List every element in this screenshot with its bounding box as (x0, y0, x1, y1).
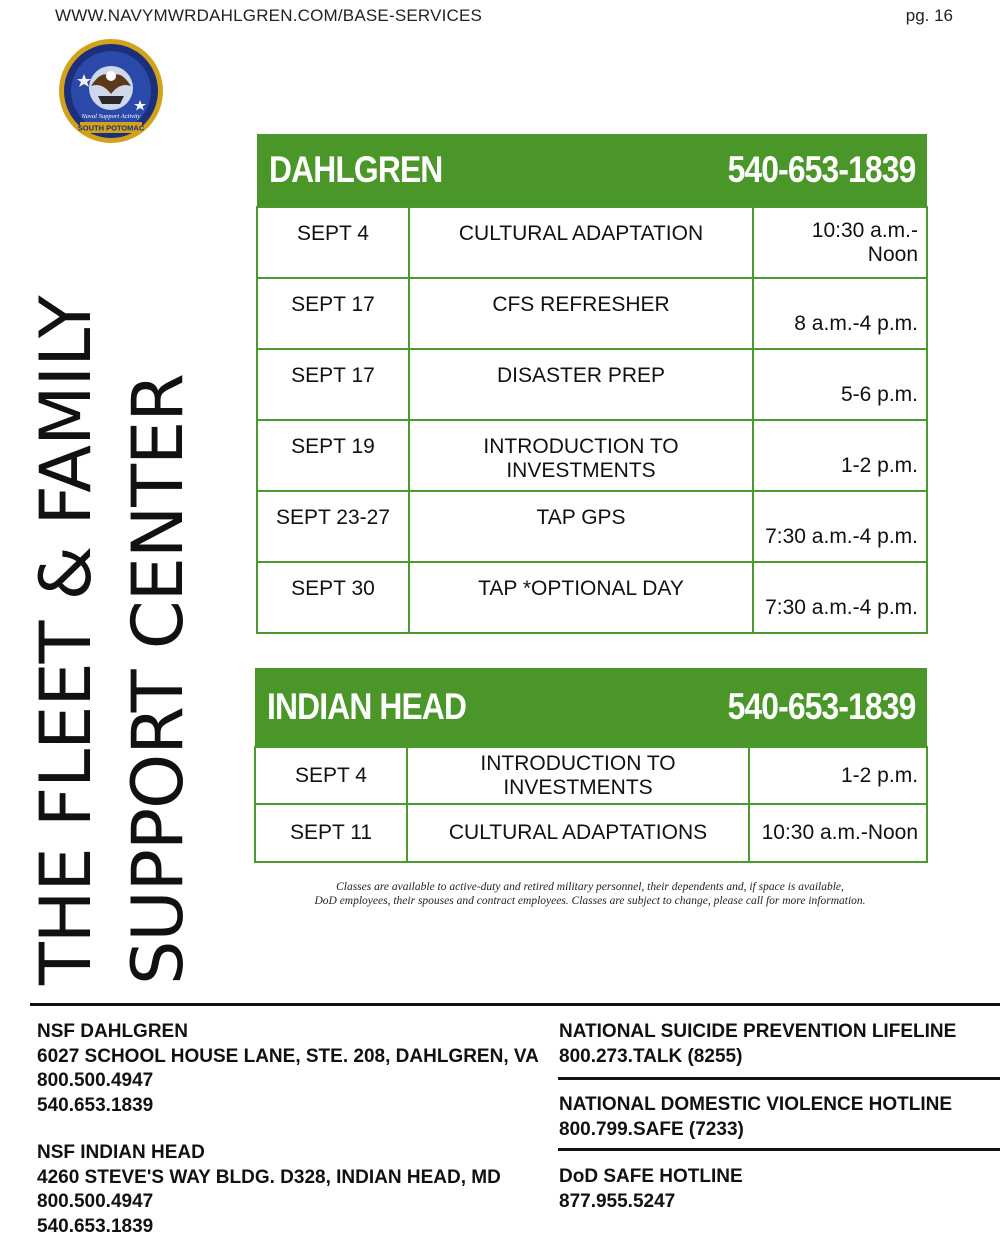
page-url: WWW.NAVYMWRDAHLGREN.COM/BASE-SERVICES (55, 6, 483, 25)
table-row (257, 420, 927, 491)
hotline-dod-safe (559, 1165, 743, 1214)
nsf-indian-head-contact (37, 1141, 501, 1239)
nsf-indian-head-address: 4260 STEVE'S WAY BLDG. D328, INDIAN HEAD, MD (37, 1166, 501, 1188)
seal-text-line1: Naval Support Activity (81, 113, 141, 120)
nsf-indian-head-name: NSF INDIAN HEAD (37, 1142, 205, 1163)
dahlgren-schedule-table (256, 134, 928, 634)
indian-head-header (255, 668, 927, 747)
table-row (257, 349, 927, 420)
class-date: SEPT 11 (255, 804, 407, 862)
class-date: SEPT 4 (257, 207, 409, 278)
hotline-name: NATIONAL SUICIDE PREVENTION LIFELINE (559, 1021, 957, 1042)
dahlgren-header (257, 134, 927, 207)
indian-head-title: INDIAN HEAD (267, 686, 467, 727)
class-time: 7:30 a.m.-4 p.m. (753, 491, 927, 562)
table-row (255, 804, 927, 862)
dahlgren-title: DAHLGREN (269, 149, 443, 190)
class-name: INTRODUCTION TO INVESTMENTS (407, 747, 749, 804)
title-line-1: THE FLEET & FAMILY (25, 296, 107, 985)
hotline-divider-1 (558, 1077, 1000, 1080)
table-row (257, 491, 927, 562)
nsf-dahlgren-phone-1: 800.500.4947 (37, 1070, 154, 1091)
class-time: 10:30 a.m.-Noon (749, 804, 927, 862)
class-date: SEPT 19 (257, 420, 409, 491)
class-time: 5-6 p.m. (753, 349, 927, 420)
class-time: 8 a.m.-4 p.m. (753, 278, 927, 349)
table-row (257, 562, 927, 633)
nsf-dahlgren-contact (37, 1020, 539, 1118)
indian-head-phone: 540-653-1839 (727, 686, 916, 727)
class-time: 1-2 p.m. (749, 747, 927, 804)
class-date: SEPT 23-27 (257, 491, 409, 562)
table-row (255, 747, 927, 804)
class-date: SEPT 30 (257, 562, 409, 633)
class-name: DISASTER PREP (409, 349, 753, 420)
dahlgren-phone: 540-653-1839 (727, 149, 915, 190)
hotline-name: DoD SAFE HOTLINE (559, 1166, 743, 1187)
class-name: CULTURAL ADAPTATION (409, 207, 753, 278)
footer-divider (30, 1003, 1000, 1006)
class-name: CFS REFRESHER (409, 278, 753, 349)
title-line-2: SUPPORT CENTER (117, 374, 199, 985)
nsf-indian-head-phone-2: 540.653.1839 (37, 1215, 154, 1237)
nsf-indian-head-phone-1: 800.500.4947 (37, 1191, 154, 1212)
class-name: INTRODUCTION TO INVESTMENTS (409, 420, 753, 491)
nsa-south-potomac-seal-icon (58, 38, 164, 144)
page-title (20, 296, 204, 985)
nsf-dahlgren-phone-2: 540.653.1839 (37, 1094, 154, 1116)
class-date: SEPT 17 (257, 278, 409, 349)
hotline-domestic-violence (559, 1093, 952, 1142)
nsf-dahlgren-address: 6027 SCHOOL HOUSE LANE, STE. 208, DAHLGREN, VA (37, 1045, 539, 1067)
indian-head-schedule-table (254, 668, 928, 863)
disclaimer-line-2: DoD employees, their spouses and contract employees. Classes are subject to change, please call for more information. (314, 895, 866, 907)
class-time: 10:30 a.m.-Noon (753, 207, 927, 278)
class-name: TAP GPS (409, 491, 753, 562)
seal-text-line2: SOUTH POTOMAC (77, 123, 145, 133)
class-time: 1-2 p.m. (753, 420, 927, 491)
nsf-dahlgren-name: NSF DAHLGREN (37, 1021, 188, 1042)
table-row (257, 207, 927, 278)
class-date: SEPT 4 (255, 747, 407, 804)
class-date: SEPT 17 (257, 349, 409, 420)
hotline-name: NATIONAL DOMESTIC VIOLENCE HOTLINE (559, 1094, 953, 1115)
page-number: pg. 16 (905, 6, 953, 25)
classes-disclaimer (270, 880, 910, 908)
hotline-suicide-prevention (559, 1020, 956, 1069)
hotline-divider-2 (558, 1148, 1000, 1151)
class-time: 7:30 a.m.-4 p.m. (753, 562, 927, 633)
class-name: TAP *OPTIONAL DAY (409, 562, 753, 633)
hotline-phone: 877.955.5247 (559, 1190, 676, 1212)
table-row (257, 278, 927, 349)
class-name: CULTURAL ADAPTATIONS (407, 804, 749, 862)
hotline-phone: 800.799.SAFE (7233) (559, 1118, 744, 1140)
hotline-phone: 800.273.TALK (8255) (559, 1045, 743, 1067)
disclaimer-line-1: Classes are available to active-duty and retired military personnel, their dependents and, if space is available, (336, 881, 844, 893)
